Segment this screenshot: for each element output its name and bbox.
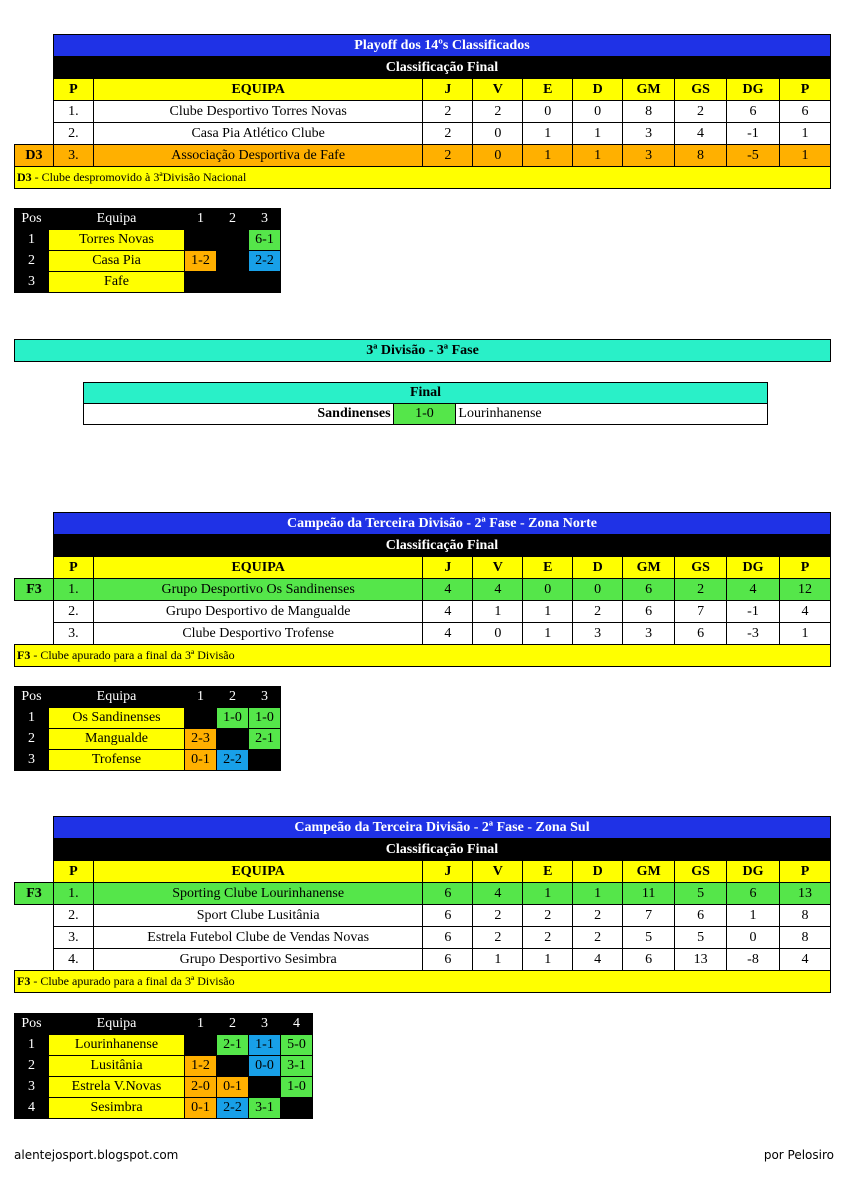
matrix-score: 2-2 xyxy=(217,750,249,771)
sul-classification-table xyxy=(14,816,831,993)
matrix-team: Casa Pia xyxy=(49,251,185,272)
cell-gs: 6 xyxy=(675,623,727,645)
col-header: P xyxy=(779,557,830,579)
matrix-header: 1 xyxy=(185,687,217,708)
playoff-results-matrix xyxy=(14,208,281,293)
col-header: P xyxy=(779,861,830,883)
col-header: V xyxy=(473,861,523,883)
cell-v: 1 xyxy=(473,949,523,971)
matrix-row xyxy=(15,750,281,771)
cell-e: 1 xyxy=(523,949,573,971)
col-header: J xyxy=(423,79,473,101)
matrix-score: 1-0 xyxy=(281,1077,313,1098)
table-row xyxy=(15,145,831,167)
cell-dg: -1 xyxy=(727,123,780,145)
cell-d: 2 xyxy=(573,601,623,623)
cell-gs: 4 xyxy=(675,123,727,145)
table-subtitle: Classificação Final xyxy=(53,535,830,557)
matrix-row xyxy=(15,1056,313,1077)
cell-gm: 3 xyxy=(623,123,675,145)
cell-team: Grupo Desportivo de Mangualde xyxy=(93,601,423,623)
cell-team: Associação Desportiva de Fafe xyxy=(93,145,423,167)
norte-results-matrix xyxy=(14,686,281,771)
matrix-score: 1-2 xyxy=(185,1056,217,1077)
cell-points: 4 xyxy=(779,601,830,623)
cell-dg: 6 xyxy=(727,101,780,123)
cell-gm: 6 xyxy=(623,949,675,971)
matrix-row xyxy=(15,1035,313,1056)
cell-j: 4 xyxy=(423,579,473,601)
cell-dg: 4 xyxy=(727,579,780,601)
cell-gm: 7 xyxy=(623,905,675,927)
cell-d: 3 xyxy=(573,623,623,645)
matrix-header: 2 xyxy=(217,687,249,708)
cell-j: 2 xyxy=(423,145,473,167)
cell-pos: 2. xyxy=(53,123,93,145)
table-row xyxy=(15,601,831,623)
cell-pos: 4. xyxy=(53,949,93,971)
matrix-header: 2 xyxy=(217,209,249,230)
cell-d: 0 xyxy=(573,101,623,123)
cell-e: 0 xyxy=(523,101,573,123)
cell-e: 2 xyxy=(523,927,573,949)
cell-d: 1 xyxy=(573,123,623,145)
footer-author: por Pelosiro xyxy=(763,1148,834,1162)
cell-j: 6 xyxy=(423,905,473,927)
cell-points: 13 xyxy=(779,883,830,905)
matrix-score: 1-1 xyxy=(249,1035,281,1056)
cell-pos: 2. xyxy=(53,905,93,927)
col-header: J xyxy=(423,861,473,883)
cell-v: 2 xyxy=(473,905,523,927)
cell-gs: 2 xyxy=(675,579,727,601)
cell-j: 6 xyxy=(423,949,473,971)
matrix-row xyxy=(15,230,281,251)
col-header: GS xyxy=(675,557,727,579)
final-qualifier-tag: F3 xyxy=(15,883,54,905)
matrix-pos: 3 xyxy=(15,272,49,293)
cell-gs: 5 xyxy=(675,883,727,905)
col-header: P xyxy=(53,557,93,579)
cell-dg: 0 xyxy=(727,927,780,949)
table-row xyxy=(15,883,831,905)
col-header: D xyxy=(573,557,623,579)
matrix-header: Equipa xyxy=(49,1014,185,1035)
matrix-score: 0-0 xyxy=(249,1056,281,1077)
col-header: GM xyxy=(623,79,675,101)
cell-team: Grupo Desportivo Os Sandinenses xyxy=(93,579,423,601)
matrix-pos: 4 xyxy=(15,1098,49,1119)
cell-dg: -5 xyxy=(727,145,780,167)
cell-dg: -3 xyxy=(727,623,780,645)
matrix-team: Lusitânia xyxy=(49,1056,185,1077)
col-header: E xyxy=(523,79,573,101)
cell-v: 2 xyxy=(473,101,523,123)
cell-j: 2 xyxy=(423,101,473,123)
matrix-pos: 1 xyxy=(15,230,49,251)
matrix-score: 2-1 xyxy=(217,1035,249,1056)
table-row xyxy=(15,949,831,971)
col-header: DG xyxy=(727,861,780,883)
table-row xyxy=(15,927,831,949)
third-division-banner: 3ª Divisão - 3ª Fase xyxy=(14,339,831,362)
legend xyxy=(15,167,831,189)
table-row xyxy=(15,579,831,601)
matrix-pos: 2 xyxy=(15,1056,49,1077)
col-header: P xyxy=(779,79,830,101)
col-header: D xyxy=(573,861,623,883)
col-header: V xyxy=(473,557,523,579)
cell-gs: 2 xyxy=(675,101,727,123)
legend-code: D3 xyxy=(17,170,32,184)
table-subtitle: Classificação Final xyxy=(53,839,830,861)
cell-v: 2 xyxy=(473,927,523,949)
legend xyxy=(15,645,831,667)
cell-gm: 5 xyxy=(623,927,675,949)
matrix-team: Sesimbra xyxy=(49,1098,185,1119)
matrix-team: Trofense xyxy=(49,750,185,771)
sul-results-matrix xyxy=(14,1013,313,1119)
matrix-score: 1-0 xyxy=(249,708,281,729)
col-header: D xyxy=(573,79,623,101)
cell-d: 1 xyxy=(573,145,623,167)
cell-d: 0 xyxy=(573,579,623,601)
cell-j: 2 xyxy=(423,123,473,145)
matrix-score: 6-1 xyxy=(249,230,281,251)
cell-team: Grupo Desportivo Sesimbra xyxy=(93,949,423,971)
cell-points: 6 xyxy=(779,101,830,123)
matrix-header: Pos xyxy=(15,209,49,230)
cell-points: 1 xyxy=(779,623,830,645)
cell-points: 1 xyxy=(779,145,830,167)
cell-gm: 3 xyxy=(623,623,675,645)
cell-points: 12 xyxy=(779,579,830,601)
matrix-score: 5-0 xyxy=(281,1035,313,1056)
table-row xyxy=(15,123,831,145)
matrix-team: Os Sandinenses xyxy=(49,708,185,729)
matrix-score: 2-2 xyxy=(249,251,281,272)
matrix-team: Fafe xyxy=(49,272,185,293)
cell-d: 4 xyxy=(573,949,623,971)
matrix-header: 1 xyxy=(185,209,217,230)
matrix-row xyxy=(15,272,281,293)
matrix-header: 3 xyxy=(249,1014,281,1035)
matrix-score: 2-0 xyxy=(185,1077,217,1098)
cell-gs: 5 xyxy=(675,927,727,949)
table-title: Campeão da Terceira Divisão - 2ª Fase - Zona Sul xyxy=(53,817,830,839)
matrix-header: 3 xyxy=(249,209,281,230)
legend-text: - Clube apurado para a final da 3ª Divisão xyxy=(30,648,235,662)
cell-gs: 7 xyxy=(675,601,727,623)
footer-blog-url: alentejosport.blogspot.com xyxy=(14,1148,179,1162)
cell-team: Clube Desportivo Trofense xyxy=(93,623,423,645)
final-home-team: Sandinenses xyxy=(84,404,394,425)
matrix-pos: 2 xyxy=(15,251,49,272)
matrix-row xyxy=(15,1098,313,1119)
cell-points: 8 xyxy=(779,905,830,927)
col-header: GM xyxy=(623,557,675,579)
matrix-team: Torres Novas xyxy=(49,230,185,251)
legend-text: - Clube apurado para a final da 3ª Divisão xyxy=(30,974,235,988)
relegation-tag: D3 xyxy=(15,145,54,167)
col-header: GM xyxy=(623,861,675,883)
col-header: J xyxy=(423,557,473,579)
cell-team: Estrela Futebol Clube de Vendas Novas xyxy=(93,927,423,949)
cell-gs: 13 xyxy=(675,949,727,971)
cell-team: Sport Clube Lusitânia xyxy=(93,905,423,927)
cell-e: 1 xyxy=(523,601,573,623)
cell-v: 0 xyxy=(473,623,523,645)
matrix-score: 2-1 xyxy=(249,729,281,750)
cell-team: Casa Pia Atlético Clube xyxy=(93,123,423,145)
cell-e: 1 xyxy=(523,145,573,167)
cell-gs: 8 xyxy=(675,145,727,167)
cell-pos: 1. xyxy=(53,883,93,905)
cell-j: 4 xyxy=(423,601,473,623)
matrix-header: Equipa xyxy=(49,209,185,230)
matrix-header: 4 xyxy=(281,1014,313,1035)
cell-dg: -1 xyxy=(727,601,780,623)
norte-classification-table xyxy=(14,512,831,667)
cell-v: 0 xyxy=(473,123,523,145)
cell-gm: 8 xyxy=(623,101,675,123)
col-header: P xyxy=(53,861,93,883)
cell-pos: 2. xyxy=(53,601,93,623)
cell-v: 0 xyxy=(473,145,523,167)
cell-j: 4 xyxy=(423,623,473,645)
table-row xyxy=(15,905,831,927)
table-title: Campeão da Terceira Divisão - 2ª Fase - Zona Norte xyxy=(53,513,830,535)
cell-pos: 3. xyxy=(53,623,93,645)
matrix-row xyxy=(15,251,281,272)
table-subtitle: Classificação Final xyxy=(53,57,830,79)
cell-gm: 3 xyxy=(623,145,675,167)
final-score: 1-0 xyxy=(393,404,456,425)
matrix-row xyxy=(15,708,281,729)
matrix-header: 1 xyxy=(185,1014,217,1035)
matrix-score: 3-1 xyxy=(249,1098,281,1119)
matrix-score: 3-1 xyxy=(281,1056,313,1077)
cell-d: 2 xyxy=(573,905,623,927)
col-header: GS xyxy=(675,861,727,883)
cell-gm: 11 xyxy=(623,883,675,905)
matrix-header: Pos xyxy=(15,1014,49,1035)
cell-points: 8 xyxy=(779,927,830,949)
cell-d: 1 xyxy=(573,883,623,905)
cell-j: 6 xyxy=(423,927,473,949)
final-title: Final xyxy=(84,383,768,404)
col-header: V xyxy=(473,79,523,101)
cell-gm: 6 xyxy=(623,579,675,601)
cell-e: 0 xyxy=(523,579,573,601)
col-header: E xyxy=(523,861,573,883)
cell-dg: -8 xyxy=(727,949,780,971)
cell-d: 2 xyxy=(573,927,623,949)
col-header: E xyxy=(523,557,573,579)
col-header: P xyxy=(53,79,93,101)
cell-gm: 6 xyxy=(623,601,675,623)
matrix-pos: 1 xyxy=(15,1035,49,1056)
legend xyxy=(15,971,831,993)
matrix-team: Mangualde xyxy=(49,729,185,750)
matrix-team: Lourinhanense xyxy=(49,1035,185,1056)
matrix-pos: 2 xyxy=(15,729,49,750)
cell-pos: 3. xyxy=(53,145,93,167)
matrix-header: 3 xyxy=(249,687,281,708)
col-header: EQUIPA xyxy=(93,861,423,883)
final-table xyxy=(83,382,768,425)
matrix-header: 2 xyxy=(217,1014,249,1035)
cell-v: 1 xyxy=(473,601,523,623)
matrix-row xyxy=(15,1077,313,1098)
cell-v: 4 xyxy=(473,579,523,601)
matrix-header: Pos xyxy=(15,687,49,708)
legend-code: F3 xyxy=(17,974,31,988)
matrix-pos: 1 xyxy=(15,708,49,729)
final-qualifier-tag: F3 xyxy=(15,579,54,601)
cell-team: Clube Desportivo Torres Novas xyxy=(93,101,423,123)
legend-code: F3 xyxy=(17,648,31,662)
matrix-score: 1-2 xyxy=(185,251,217,272)
matrix-row xyxy=(15,729,281,750)
cell-team: Sporting Clube Lourinhanense xyxy=(93,883,423,905)
cell-points: 4 xyxy=(779,949,830,971)
matrix-score: 1-0 xyxy=(217,708,249,729)
matrix-score: 2-2 xyxy=(217,1098,249,1119)
cell-e: 1 xyxy=(523,623,573,645)
final-away-team: Lourinhanense xyxy=(456,404,768,425)
cell-e: 1 xyxy=(523,123,573,145)
matrix-score: 0-1 xyxy=(185,1098,217,1119)
cell-e: 2 xyxy=(523,905,573,927)
matrix-score: 0-1 xyxy=(185,750,217,771)
matrix-pos: 3 xyxy=(15,1077,49,1098)
legend-text: - Clube despromovido à 3ªDivisão Nacional xyxy=(31,170,247,184)
cell-dg: 1 xyxy=(727,905,780,927)
col-header: DG xyxy=(727,557,780,579)
cell-e: 1 xyxy=(523,883,573,905)
cell-pos: 1. xyxy=(53,579,93,601)
matrix-score: 2-3 xyxy=(185,729,217,750)
cell-j: 6 xyxy=(423,883,473,905)
matrix-team: Estrela V.Novas xyxy=(49,1077,185,1098)
matrix-pos: 3 xyxy=(15,750,49,771)
col-header: DG xyxy=(727,79,780,101)
matrix-header: Equipa xyxy=(49,687,185,708)
col-header: GS xyxy=(675,79,727,101)
matrix-score: 0-1 xyxy=(217,1077,249,1098)
cell-pos: 3. xyxy=(53,927,93,949)
col-header: EQUIPA xyxy=(93,79,423,101)
table-row xyxy=(15,101,831,123)
table-row xyxy=(15,623,831,645)
cell-v: 4 xyxy=(473,883,523,905)
cell-dg: 6 xyxy=(727,883,780,905)
playoff-classification-table xyxy=(14,34,831,189)
cell-pos: 1. xyxy=(53,101,93,123)
table-title: Playoff dos 14ºs Classificados xyxy=(53,35,830,57)
cell-gs: 6 xyxy=(675,905,727,927)
cell-points: 1 xyxy=(779,123,830,145)
col-header: EQUIPA xyxy=(93,557,423,579)
